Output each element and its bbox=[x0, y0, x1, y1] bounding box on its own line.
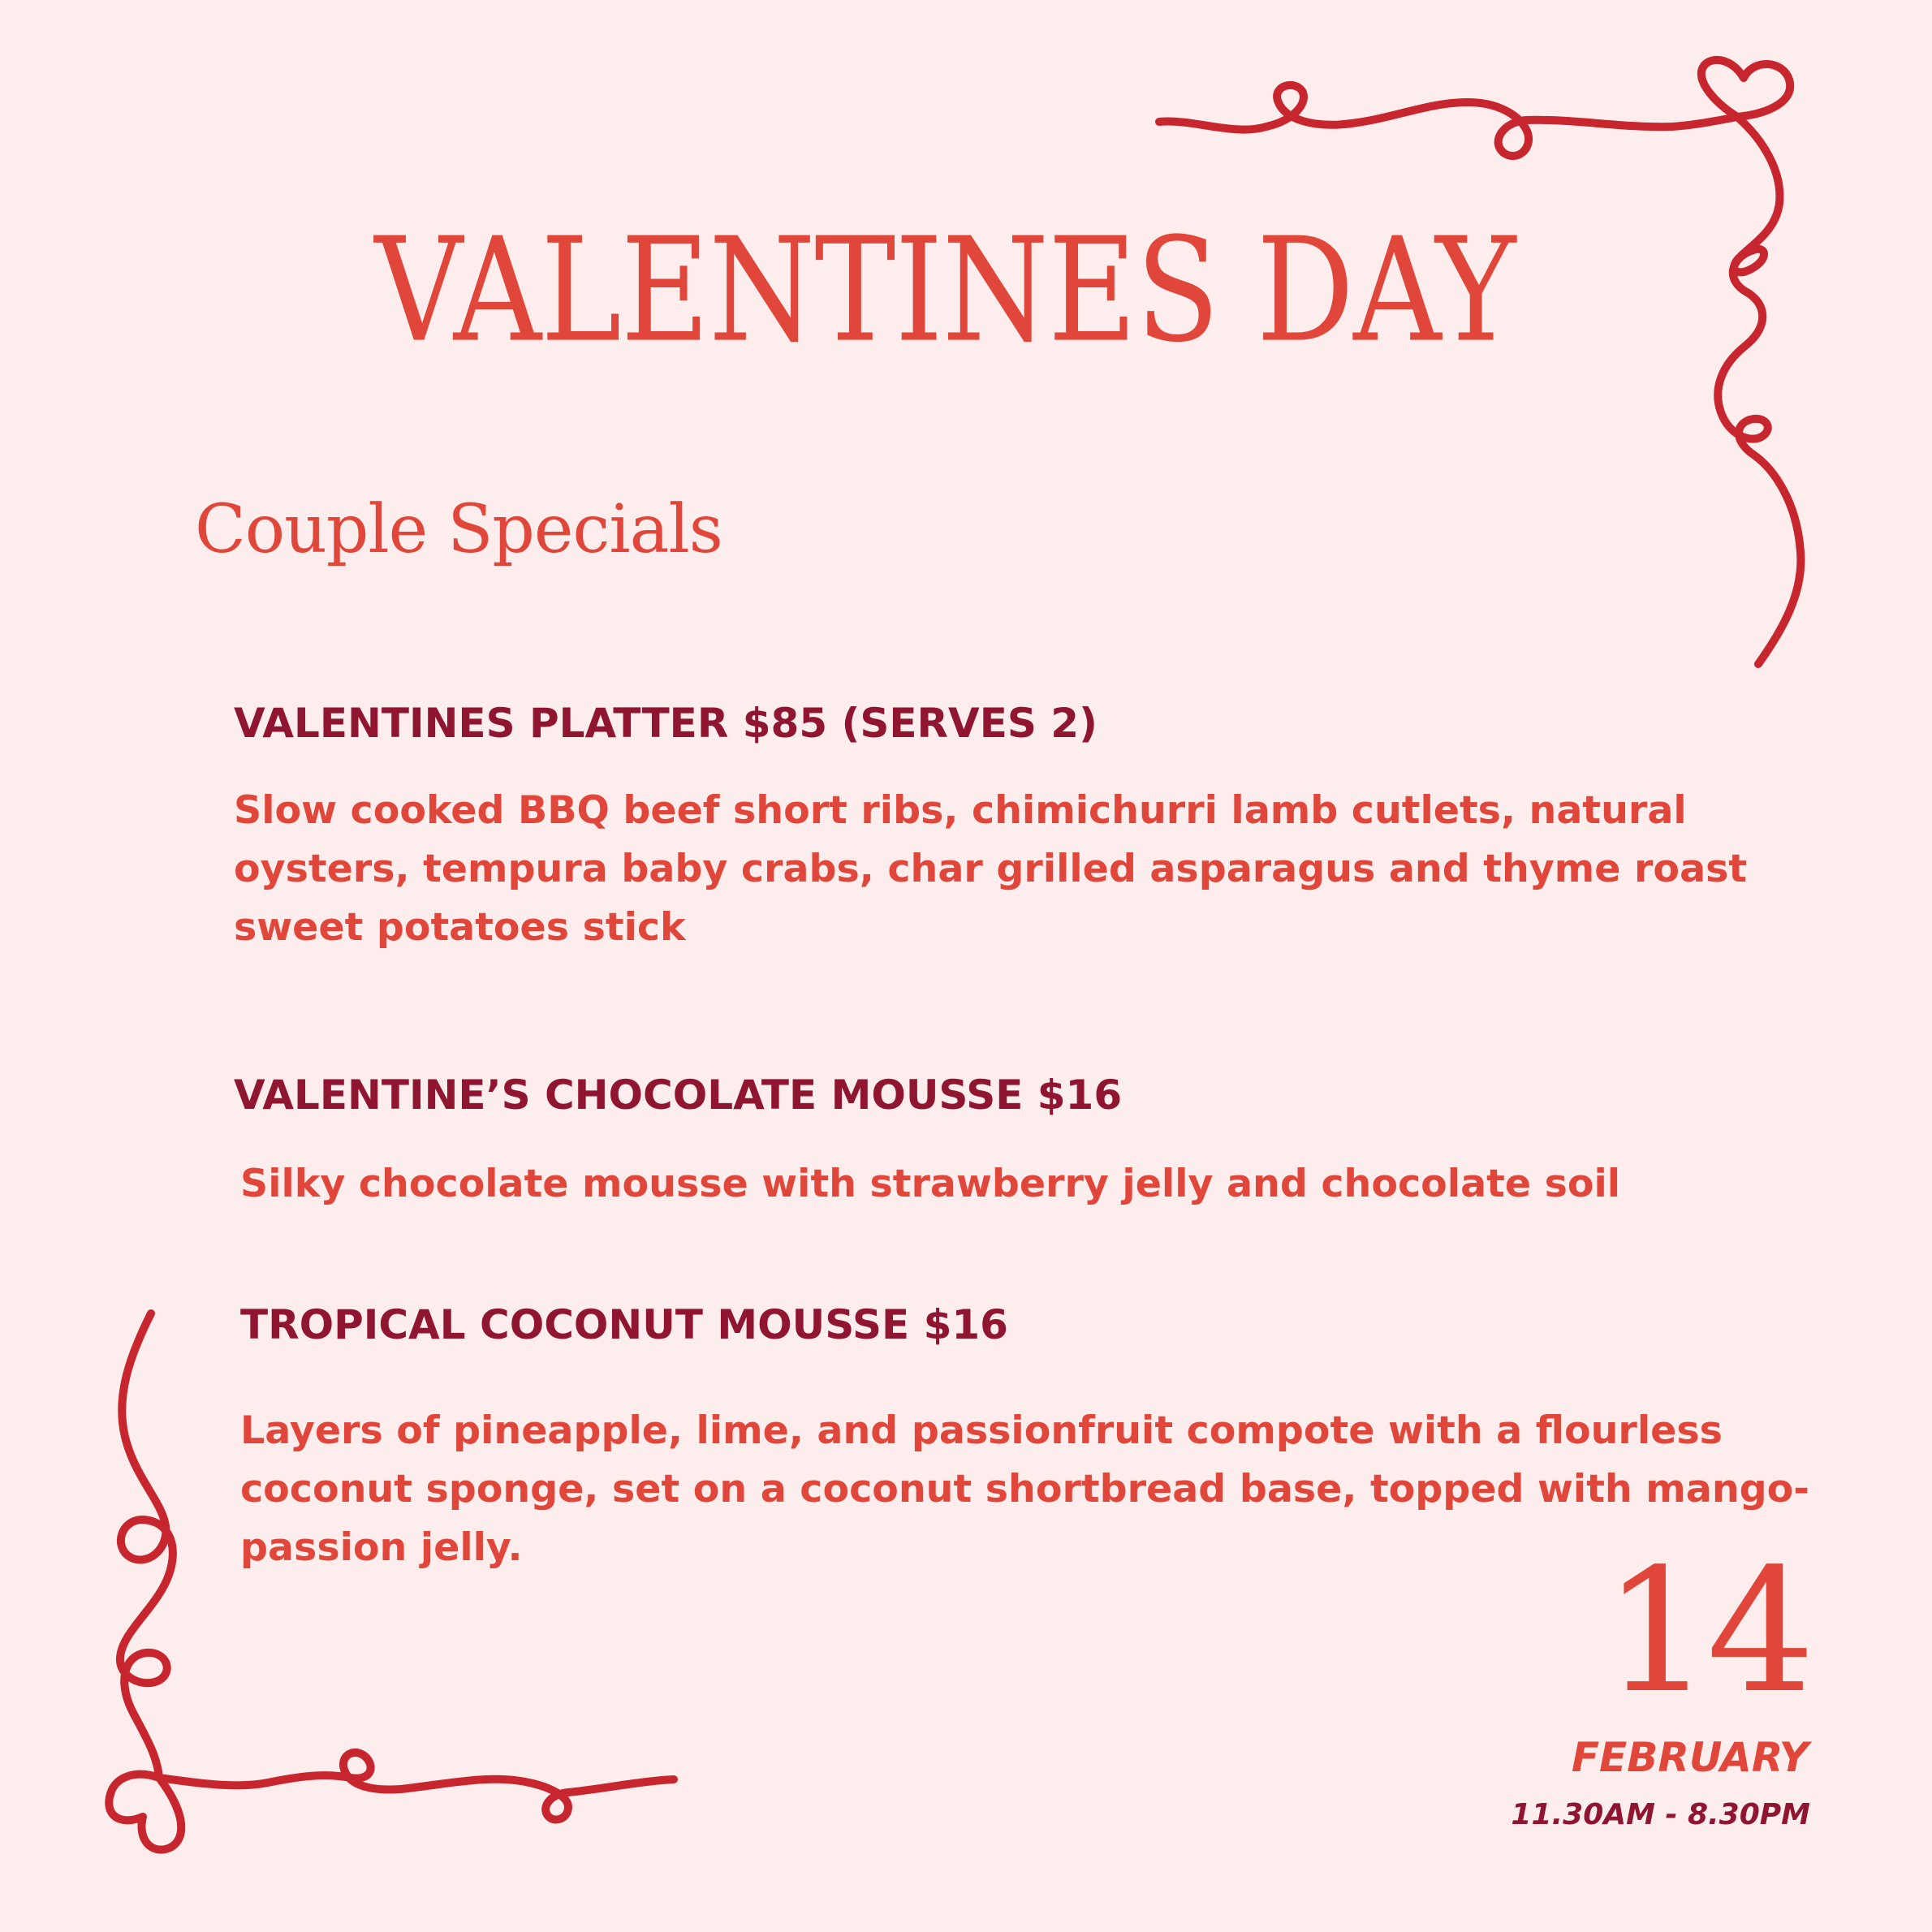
page-title: VALENTINES DAY bbox=[374, 207, 1516, 375]
menu-item-description: Slow cooked BBQ beef short ribs, chimichurri lamb cutlets, natural oysters, tempura baby crabs, char grilled asparagus and thyme roast sweet potatoes stick bbox=[234, 788, 1748, 950]
menu-item-description: Layers of pineapple, lime, and passionfruit compote with a flourless coconut sponge, set on a coconut shortbread base, topped with mango-passion jelly. bbox=[240, 1408, 1809, 1570]
menu-item-name: TROPICAL COCONUT MOUSSE $16 bbox=[240, 1301, 1008, 1348]
menu-item-description: Silky chocolate mousse with strawberry jelly and chocolate soil bbox=[240, 1162, 1621, 1206]
event-hours: 11.30AM - 8.30PM bbox=[1511, 1798, 1810, 1831]
section-subtitle: Couple Specials bbox=[195, 491, 722, 568]
menu-item-name: VALENTINE’S CHOCOLATE MOUSSE $16 bbox=[234, 1072, 1123, 1119]
event-day: 14 bbox=[1602, 1532, 1810, 1731]
menu-item-name: VALENTINES PLATTER $85 (SERVES 2) bbox=[234, 700, 1098, 747]
event-month: FEBRUARY bbox=[1571, 1734, 1809, 1781]
